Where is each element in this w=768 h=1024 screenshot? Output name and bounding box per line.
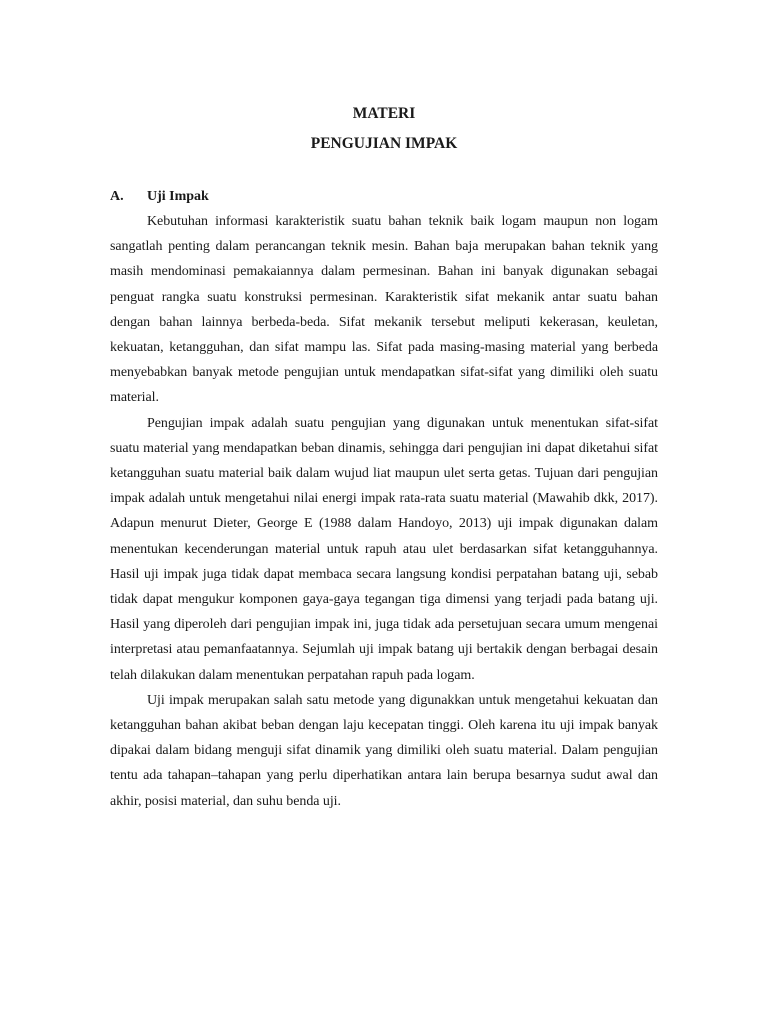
paragraph-2: Pengujian impak adalah suatu pengujian yang digunakan untuk menentukan sifat-sifat suatu material yang mendapatkan beban dinamis, sehingga dari pengujian ini dapat diketahui sifat ketangguhan suatu material baik dalam wujud liat maupun ulet serta getas. Tujuan dari pengujian impak adalah untuk mengetahui nilai energi impak rata-rata suatu material (Mawahib dkk, 2017). Adapun menurut Dieter, George E (1988 dalam Handoyo, 2013) uji impak digunakan dalam menentukan kecenderungan material untuk rapuh atau ulet berdasarkan sifat ketangguhannya. Hasil uji impak juga tidak dapat membaca secara langsung kondisi perpatahan batang uji, sebab tidak dapat mengukur komponen gaya-gaya tegangan tiga dimensi yang terjadi pada batang uji. Hasil yang diperoleh dari pengujian impak ini, juga tidak ada persetujuan secara umum mengenai interpretasi atau pemanfaatannya. Sejumlah uji impak batang uji bertakik dengan berbagai desain telah dilakukan dalam menentukan perpatahan rapuh pada logam. (110, 415, 658, 683)
paragraph-1: Kebutuhan informasi karakteristik suatu bahan teknik baik logam maupun non logam sangatlah penting dalam perancangan teknik mesin. Bahan baja merupakan bahan teknik yang masih mendominasi pemakaiannya dalam permesinan. Bahan ini banyak digunakan sebagai penguat rangka suatu konstruksi permesinan. Karakteristik sifat mekanik antar suatu bahan dengan bahan lainnya berbeda-beda. Sifat mekanik tersebut meliputi kekerasan, keuletan, kekuatan, ketangguhan, dan sifat mampu las. Sifat pada masing-masing material yang berbeda menyebabkan banyak metode pengujian untuk mendapatkan sifat-sifat yang dimiliki oleh suatu material. (110, 214, 658, 406)
paragraph-3: Uji impak merupakan salah satu metode yang digunakkan untuk mengetahui kekuatan dan ketangguhan bahan akibat beban dengan laju kecepatan tinggi. Oleh karena itu uji impak banyak dipakai dalam bidang menguji sifat dinamik yang dimiliki oleh suatu material. Dalam pengujian tentu ada tahapan–tahapan yang perlu diperhatikan antara lain berupa besarnya sudut awal dan akhir, posisi material, dan suhu benda uji. (110, 692, 658, 809)
section-title: Uji Impak (147, 189, 209, 204)
section-letter: A. (110, 189, 124, 204)
document-title: MATERI (352, 105, 416, 122)
document-subtitle: PENGUJIAN IMPAK (310, 135, 458, 152)
document-page (110, 104, 658, 814)
section-heading (110, 187, 658, 207)
